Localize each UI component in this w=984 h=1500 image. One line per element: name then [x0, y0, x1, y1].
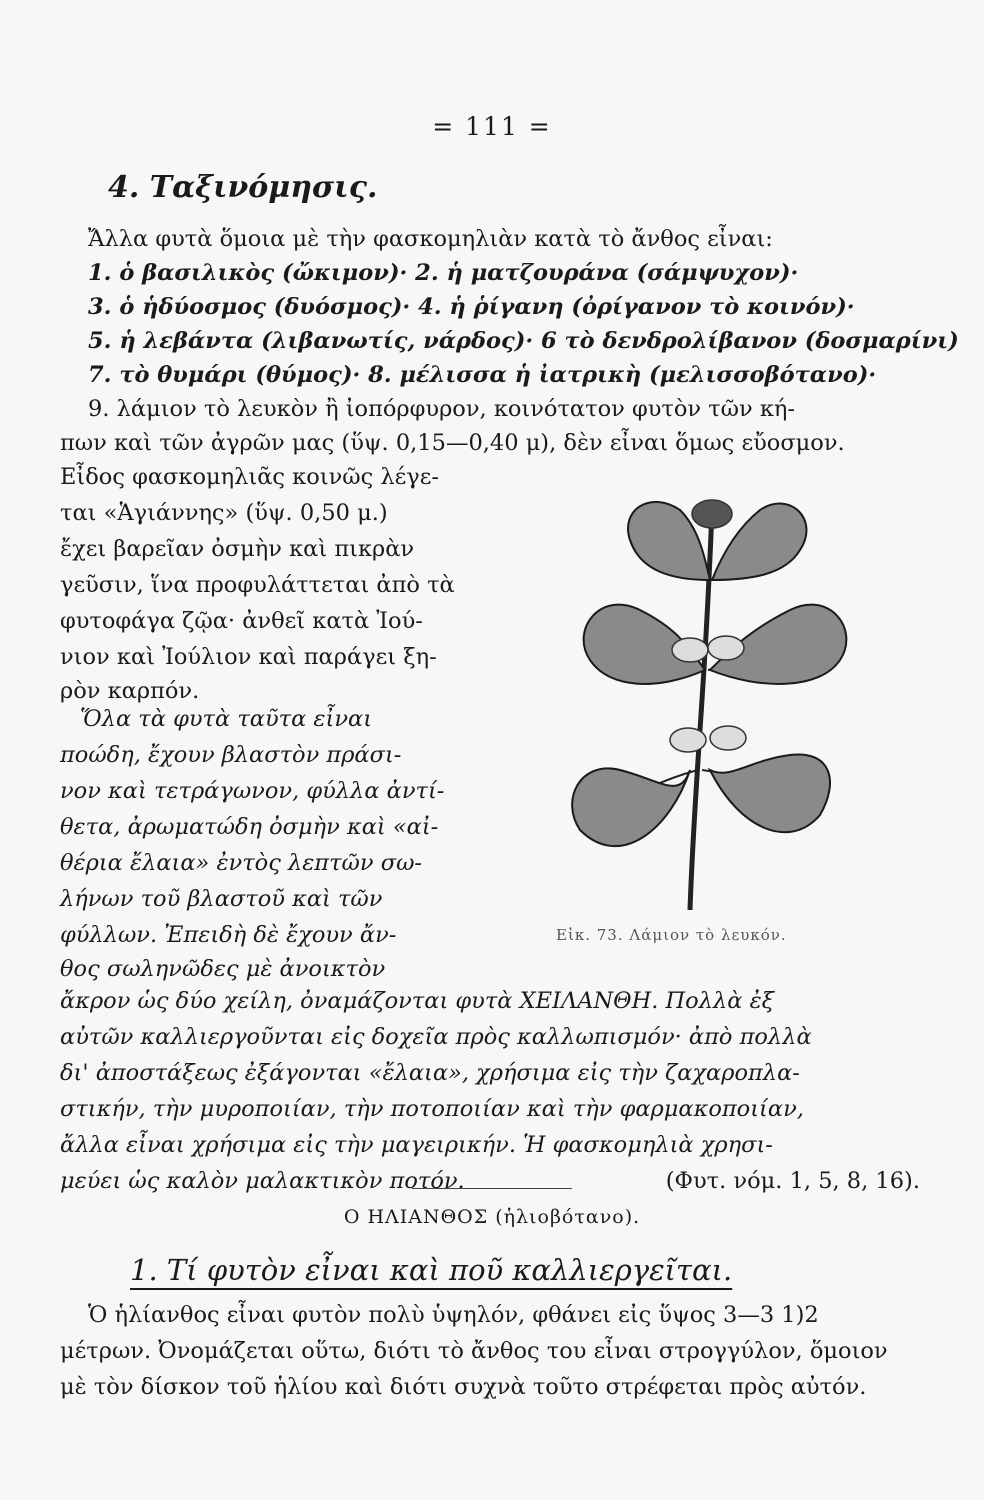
text-line: Ὅλα τὰ φυτὰ ταῦτα εἶναι [80, 706, 373, 732]
text-line: γεῦσιν, ἵνα προφυλάττεται ἀπὸ τὰ [60, 572, 455, 598]
text-line: θος σωληνῶδες μὲ ἀνοικτὸν [60, 956, 386, 982]
text-line: θέρια ἔλαια» ἐντὸς λεπτῶν σω- [60, 850, 423, 876]
section-title: Ο ΗΛΙΑΝΘΟΣ (ἡλιοβότανο). [343, 1206, 641, 1228]
text-line: λήνων τοῦ βλαστοῦ καὶ τῶν [60, 886, 383, 912]
text-line: φύλλων. Ἐπειδὴ δὲ ἔχουν ἄν- [60, 922, 397, 948]
text-line: ται «Ἁγιάννης» (ὕψ. 0,50 μ.) [60, 500, 388, 526]
text-line: μέτρων. Ὀνομάζεται οὕτω, διότι τὸ ἄνθος του εἶναι στρογγύλον, ὅμοιον [60, 1338, 888, 1364]
section-divider [412, 1188, 572, 1189]
text-line: νιον καὶ Ἰούλιον καὶ παράγει ξη- [60, 644, 437, 670]
section-heading: 4. Ταξινόμησις. [108, 170, 378, 205]
citation: (Φυτ. νόμ. 1, 5, 8, 16). [665, 1168, 920, 1194]
lamium-plant-icon [540, 470, 920, 910]
text-line: ρὸν καρπόν. [60, 678, 200, 704]
text-line: αὐτῶν καλλιεργοῦνται εἰς δοχεῖα πρὸς καλλωπισμόν· ἀπὸ πολλὰ [60, 1024, 812, 1050]
text-line: φυτοφάγα ζῷα· ἀνθεῖ κατὰ Ἰού- [60, 608, 423, 634]
text-line: 3. ὁ ἡδύοσμος (δυόσμος)· 4. ἡ ῥίγανη (ὀρίγανον τὸ κοινόν)· [88, 294, 855, 320]
text-line: 1. ὁ βασιλικὸς (ὤκιμον)· 2. ἡ ματζουράνα (σάμψυχον)· [88, 260, 799, 286]
text-line: μεύει ὡς καλὸν μαλακτικὸν ποτόν. [60, 1168, 465, 1194]
text-line: 5. ἡ λεβάντα (λιβανωτίς, νάρδος)· 6 τὸ δενδρολίβανον (δοσμαρίνι) [88, 328, 959, 354]
figure-caption: Εἰκ. 73. Λάμιον τὸ λευκόν. [556, 926, 787, 944]
text-line: 9. λάμιον τὸ λευκὸν ἢ ἰοπόρφυρον, κοινότατον φυτὸν τῶν κή- [88, 396, 795, 422]
text-line: ἄλλα εἶναι χρήσιμα εἰς τὴν μαγειρικήν. Ἡ φασκομηλιὰ χρησι- [60, 1132, 773, 1158]
text-line: στικήν, τὴν μυροποιίαν, τὴν ποτοποιίαν καὶ τὴν φαρμακοποιίαν, [60, 1096, 804, 1122]
text-line: 7. τὸ θυμάρι (θύμος)· 8. μέλισσα ἡ ἰατρικὴ (μελισσοβότανο)· [88, 362, 877, 388]
text-line: ἄκρον ὡς δύο χείλη, ὀναμάζονται φυτὰ ΧΕΙΛΑΝΘΗ. Πολλὰ ἐξ [60, 988, 775, 1014]
text-line: ἔχει βαρεῖαν ὀσμὴν καὶ πικρὰν [60, 536, 415, 562]
text-line: Ὁ ἡλίανθος εἶναι φυτὸν πολὺ ὑψηλόν, φθάνει εἰς ὕψος 3—3 1)2 [88, 1302, 819, 1328]
text-line: ποώδη, ἔχουν βλαστὸν πράσι- [60, 742, 402, 768]
subsection-heading: 1. Τί φυτὸν εἶναι καὶ ποῦ καλλιεργεῖται. [130, 1253, 733, 1287]
text-line: νον καὶ τετράγωνον, φύλλα ἀντί- [60, 778, 445, 804]
text-line: θετα, ἀρωματώδη ὀσμὴν καὶ «αἰ- [60, 814, 439, 840]
text-line: μὲ τὸν δίσκον τοῦ ἡλίου καὶ διότι συχνὰ τοῦτο στρέφεται πρὸς αὐτόν. [60, 1374, 867, 1400]
text-line: Εἶδος φασκομηλιᾶς κοινῶς λέγε- [60, 464, 439, 490]
plant-illustration [540, 470, 920, 910]
text-line: Ἄλλα φυτὰ ὅμοια μὲ τὴν φασκομηλιὰν κατὰ τὸ ἄνθος εἶναι: [88, 226, 773, 252]
page-number: = 111 = [432, 112, 552, 141]
text-line: δι' ἀποστάξεως ἐξάγονται «ἔλαια», χρήσιμα εἰς τὴν ζαχαροπλα- [60, 1060, 800, 1086]
text-line: πων καὶ τῶν ἀγρῶν μας (ὕψ. 0,15—0,40 μ), δὲν εἶναι ὅμως εὔοσμον. [60, 430, 845, 456]
